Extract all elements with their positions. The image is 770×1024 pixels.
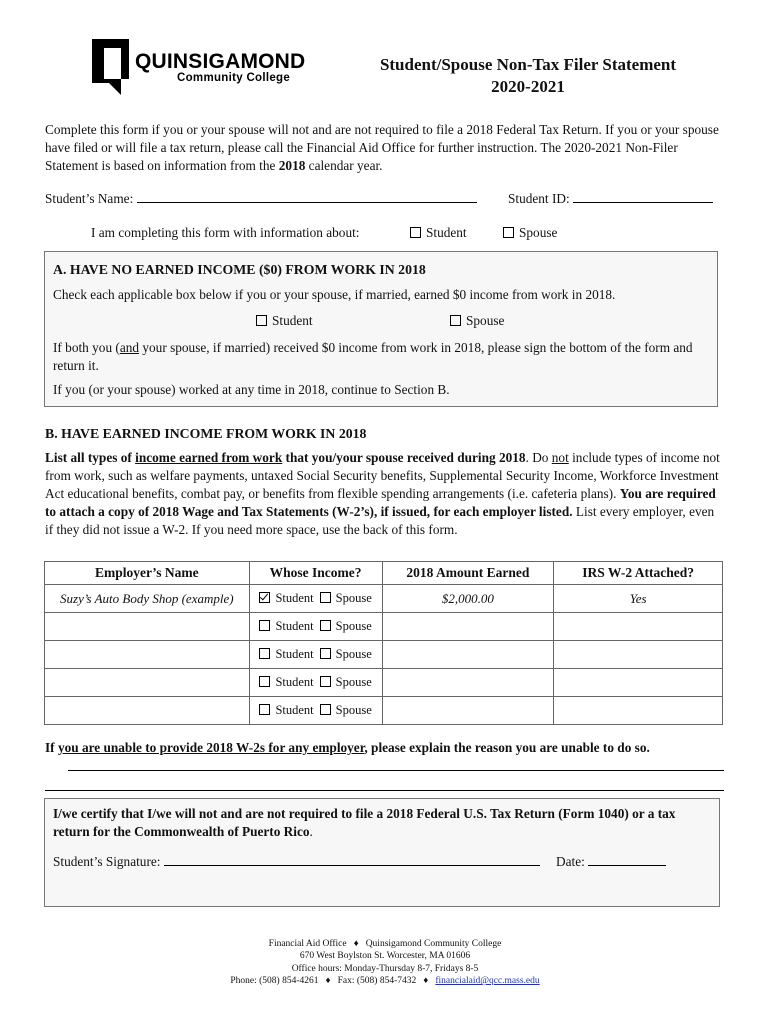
intro-year: 2018	[278, 158, 306, 173]
completing-student-label: Student	[426, 225, 467, 240]
certification-end: .	[309, 824, 313, 839]
signature-field[interactable]	[164, 865, 540, 866]
spouse-label: Spouse	[335, 619, 372, 633]
student-label: Student	[275, 619, 314, 633]
header-employer: Employer’s Name	[45, 562, 250, 585]
footer-phone: Phone: (508) 854-4261	[230, 976, 319, 987]
table-header-row	[45, 562, 723, 585]
student-name-field[interactable]	[137, 202, 477, 203]
employer-cell[interactable]	[45, 641, 250, 669]
table-row	[45, 613, 723, 641]
form-title	[340, 54, 716, 98]
explain-line-1[interactable]	[68, 770, 724, 771]
table-row	[45, 669, 723, 697]
checkbox-icon[interactable]	[259, 620, 270, 631]
org-name: QUINSIGAMOND	[135, 50, 306, 73]
amount-cell[interactable]	[382, 613, 554, 641]
p-bold3: You are required to attach a copy of 2018 Wage and Tax Statements (W-2’s), if issued, for each employer listed.	[45, 486, 716, 519]
section-a-spouse-label: Spouse	[466, 313, 505, 328]
p-plain2: include types of income not from work, such as welfare payments, untaxed Social Security benefits, Supplemental Security Income, Workforce Investment Act educational benefits, combat pay, or benefits from flexible spending arrangements (i.e. cafeteria plans).	[45, 450, 720, 501]
example-whose	[249, 585, 382, 613]
example-spouse-label: Spouse	[335, 591, 372, 605]
footer-line1	[0, 938, 770, 950]
org-subtitle: Community College	[177, 72, 291, 84]
form-title-line1: Student/Spouse Non-Tax Filer Statement	[379, 55, 677, 74]
checkbox-icon[interactable]	[256, 315, 267, 326]
section-b-paragraph	[45, 449, 721, 539]
spouse-label: Spouse	[335, 647, 372, 661]
student-name-label: Student’s Name:	[45, 191, 134, 206]
employer-cell[interactable]	[45, 697, 250, 725]
p-bold-ul: income earned from work	[135, 450, 283, 465]
completing-label: I am completing this form with information about:	[91, 225, 360, 240]
amount-cell[interactable]	[382, 641, 554, 669]
certification-text: I/we certify that I/we will not and are not required to file a 2018 Federal U.S. Tax Return (Form 1040) or a tax return for the Commonwealth of Puerto Rico	[53, 806, 676, 839]
employer-cell[interactable]	[45, 669, 250, 697]
whose-spouse-option[interactable]	[320, 647, 372, 661]
table-row	[45, 697, 723, 725]
checked-checkbox-icon	[259, 592, 270, 603]
whose-student-option[interactable]	[259, 675, 313, 689]
signature-row	[53, 853, 540, 871]
example-employer: Suzy’s Auto Body Shop (example)	[45, 585, 250, 613]
amount-cell[interactable]	[382, 669, 554, 697]
footer-email-link[interactable]: financialaid@qcc.mass.edu	[435, 976, 540, 987]
p-plain1: . Do	[525, 450, 552, 465]
checkbox-icon	[320, 592, 331, 603]
footer-hours: Office hours: Monday-Thursday 8-7, Fridays 8-5	[291, 963, 479, 974]
intro-paragraph	[45, 121, 725, 175]
w2-cell[interactable]	[554, 641, 723, 669]
section-a-student-option[interactable]	[256, 312, 313, 330]
checkbox-icon[interactable]	[259, 676, 270, 687]
date-field[interactable]	[588, 865, 666, 866]
example-amount: $2,000.00	[382, 585, 554, 613]
footer-college: Quinsigamond Community College	[365, 939, 502, 949]
checkbox-icon[interactable]	[259, 648, 270, 659]
student-label: Student	[275, 647, 314, 661]
intro-text-end: calendar year.	[305, 158, 383, 173]
header-whose-income: Whose Income?	[249, 562, 382, 585]
checkbox-icon[interactable]	[259, 704, 270, 715]
college-logo-icon	[92, 39, 129, 95]
w2-cell[interactable]	[554, 669, 723, 697]
checkbox-icon[interactable]	[503, 227, 514, 238]
section-a-note2: If you (or your spouse) worked at any time in 2018, continue to Section B.	[53, 382, 450, 397]
note1-text-end: your spouse, if married) received $0 income from work in 2018, please sign the bottom of the form and return it.	[53, 340, 693, 373]
explain-text: If	[45, 740, 58, 755]
whose-cell	[249, 641, 382, 669]
section-a-heading: A. HAVE NO EARNED INCOME ($0) FROM WORK IN 2018	[53, 262, 426, 277]
section-b-heading: B. HAVE EARNED INCOME FROM WORK IN 2018	[45, 426, 367, 441]
p-bold1: List all types of	[45, 450, 136, 465]
footer-fax: Fax: (508) 854-7432	[337, 976, 417, 987]
whose-student-option[interactable]	[259, 619, 313, 633]
example-w2: Yes	[554, 585, 723, 613]
checkbox-icon[interactable]	[320, 676, 331, 687]
intro-text: Complete this form if you or your spouse will not and are not required to file a 2018 Federal Tax Return. If you or your spouse have filed or will file a tax return, please call the Financial Aid Office for further instruction. The 2020-2021 Non-Filer Statement is based on information from the	[45, 122, 719, 173]
checkbox-icon[interactable]	[320, 704, 331, 715]
footer-contact	[0, 975, 770, 987]
diamond-icon: ♦	[423, 976, 429, 987]
amount-cell[interactable]	[382, 697, 554, 725]
table-row-example	[45, 585, 723, 613]
signature-label: Student’s Signature:	[53, 854, 161, 869]
student-id-row	[508, 190, 713, 208]
completing-spouse-label: Spouse	[519, 225, 558, 240]
explain-text-ul: you are unable to provide 2018 W-2s for any employer	[57, 740, 365, 755]
student-label: Student	[275, 675, 314, 689]
checkbox-icon[interactable]	[450, 315, 461, 326]
date-row	[556, 853, 666, 871]
footer-office: Financial Aid Office	[268, 939, 347, 949]
certification-statement	[53, 805, 713, 841]
footer	[0, 938, 770, 988]
whose-spouse-option[interactable]	[320, 619, 372, 633]
whose-cell	[249, 613, 382, 641]
date-label: Date:	[556, 854, 585, 869]
section-a-note1	[53, 339, 703, 375]
student-name-row	[45, 190, 477, 208]
note1-and: and	[119, 340, 140, 355]
student-id-label: Student ID:	[508, 191, 570, 206]
header-w2: IRS W-2 Attached?	[554, 562, 723, 585]
whose-spouse-option[interactable]	[320, 703, 372, 717]
whose-student-option[interactable]	[259, 703, 313, 717]
whose-student-option[interactable]	[259, 647, 313, 661]
footer-address: 670 West Boylston St. Worcester, MA 01606	[299, 951, 471, 962]
section-a-student-label: Student	[272, 313, 313, 328]
student-id-field[interactable]	[573, 202, 713, 203]
section-a-instruction: Check each applicable box below if you or your spouse, if married, earned $0 income from work in 2018.	[53, 287, 616, 302]
form-year: 2020-2021	[491, 77, 565, 96]
completing-spouse-option[interactable]	[503, 224, 557, 242]
p-not: not	[551, 450, 569, 465]
employer-table	[44, 561, 723, 725]
explain-text-end: , please explain the reason you are unable to do so.	[364, 740, 650, 755]
p-bold2: that you/your spouse received during 2018	[282, 450, 526, 465]
employer-cell[interactable]	[45, 613, 250, 641]
w2-cell[interactable]	[554, 697, 723, 725]
note1-text: If both you (	[53, 340, 120, 355]
p-plain3: List every employer, even if they did not issue a W-2. If you need more space, use the back of this form.	[45, 504, 715, 537]
diamond-icon: ♦	[353, 939, 359, 949]
spouse-label: Spouse	[335, 675, 372, 689]
diamond-icon: ♦	[325, 976, 331, 987]
checkbox-icon[interactable]	[320, 648, 331, 659]
completing-student-option[interactable]	[410, 224, 467, 242]
whose-cell	[249, 697, 382, 725]
table-row	[45, 641, 723, 669]
whose-spouse-option[interactable]	[320, 675, 372, 689]
whose-cell	[249, 669, 382, 697]
explain-line-2[interactable]	[45, 790, 724, 791]
explain-prompt	[45, 739, 725, 757]
section-a-spouse-option[interactable]	[450, 312, 504, 330]
spouse-label: Spouse	[335, 703, 372, 717]
student-label: Student	[275, 703, 314, 717]
checkbox-icon[interactable]	[320, 620, 331, 631]
checkbox-icon[interactable]	[410, 227, 421, 238]
w2-cell[interactable]	[554, 613, 723, 641]
header-amount: 2018 Amount Earned	[382, 562, 554, 585]
example-student-label: Student	[275, 591, 314, 605]
